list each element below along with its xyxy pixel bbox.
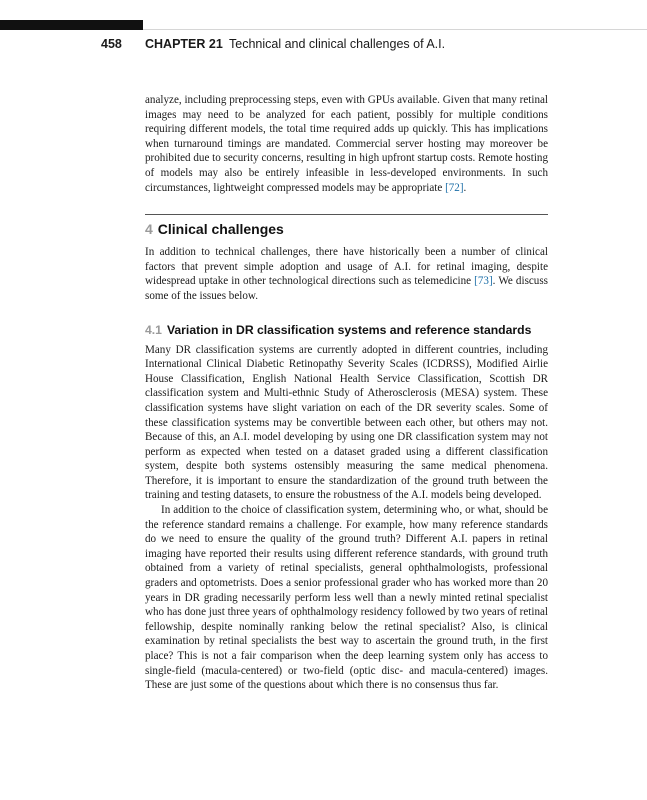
section-4-paragraph-text: In addition to technical challenges, there have historically been a number of clinical factors that prevent simple adoption and usage of A.I. for retinal imaging, despite widespread uptake in other technological directions such as telemedicine (145, 246, 548, 288)
header-rule (143, 29, 647, 30)
subsection-title: Variation in DR classification systems and reference standards (166, 322, 532, 337)
intro-paragraph (145, 93, 548, 195)
section-heading-clinical-challenges (145, 220, 548, 238)
header-black-bar (0, 20, 143, 30)
page-number: 458 (101, 37, 122, 51)
section-4-paragraph-end: . We discuss some of the issues below. (145, 275, 548, 302)
subsection-paragraph-1: Many DR classification systems are currently adopted in different countries, including International Clinical Diabetic Retinopathy Severity Scales (ICDRSS), Modified Airlie House Classification, English National Health Service Classification, Scottish DR classification system and Multi-ethnic Study of Atherosclerosis (MESA) system. These classification systems have slight variation on each of the DR severity scales. Some of these classification systems may be convertible between each other, but others may not. Because of this, an A.I. model developing by using one DR classification system may not perform as expected when tested on a dataset graded using a different classification system, despite both systems ostensibly measuring the same medical phenomena. Therefore, it is important to ensure the standardization of the ground truth between the training and testing datasets, to ensure the robustness of the A.I. models being developed. (145, 343, 548, 502)
subsection-heading-dr-classification (145, 322, 548, 338)
section-divider (145, 214, 548, 215)
chapter-title: Technical and clinical challenges of A.I. (229, 37, 446, 51)
intro-paragraph-text: analyze, including preprocessing steps, even with GPUs available. Given that many retinal images may need to be analyzed for each patient, possibly for multiple conditions requiring different models, the total time required adds up quickly. This has implications when turnaround timings are mandated. Commercial server hosting may moreover be prohibited due to security concerns, resulting in high upfront startup costs. Remote hosting of models may also be entirely infeasible in less-developed environments. In such circumstances, lightweight compressed models may be appropriate (145, 94, 549, 194)
section-title: Clinical challenges (157, 221, 284, 238)
subsection-number: 4.1 (145, 322, 162, 337)
section-4-paragraph (145, 245, 548, 303)
running-head (0, 36, 647, 56)
intro-paragraph-end: . (463, 181, 467, 194)
chapter-label: CHAPTER 21 (145, 37, 223, 51)
page-body (145, 93, 548, 693)
citation-73[interactable]: [73] (474, 275, 493, 288)
citation-72[interactable]: [72] (445, 181, 464, 194)
section-number: 4 (145, 221, 153, 238)
subsection-paragraph-2: In addition to the choice of classification system, determining who, or what, should be the reference standard remains a challenge. For example, how many reference standards do we need to ensure the quality of the ground truth? Different A.I. papers in retinal imaging have reported their results using different reference standards, with ground truth obtained from a variety of retinal specialists, general ophthalmologists, professional graders and optometrists. Does a senior professional grader who has worked more than 20 years in DR grading necessarily perform less well than a newly minted retinal specialist who has done just three years of ophthalmology residency followed by two years of retinal fellowship, despite nominally ranking below the retinal specialist? Also, is clinical examination by retinal specialists the best way to ascertain the ground truth, in the first place? This is not a fair comparison when the deep learning system only has access to single-field (macula-centered) or two-field (optic disc- and macula-centered) images. These are just some of the questions about which there is no consensus thus far. (145, 504, 548, 692)
